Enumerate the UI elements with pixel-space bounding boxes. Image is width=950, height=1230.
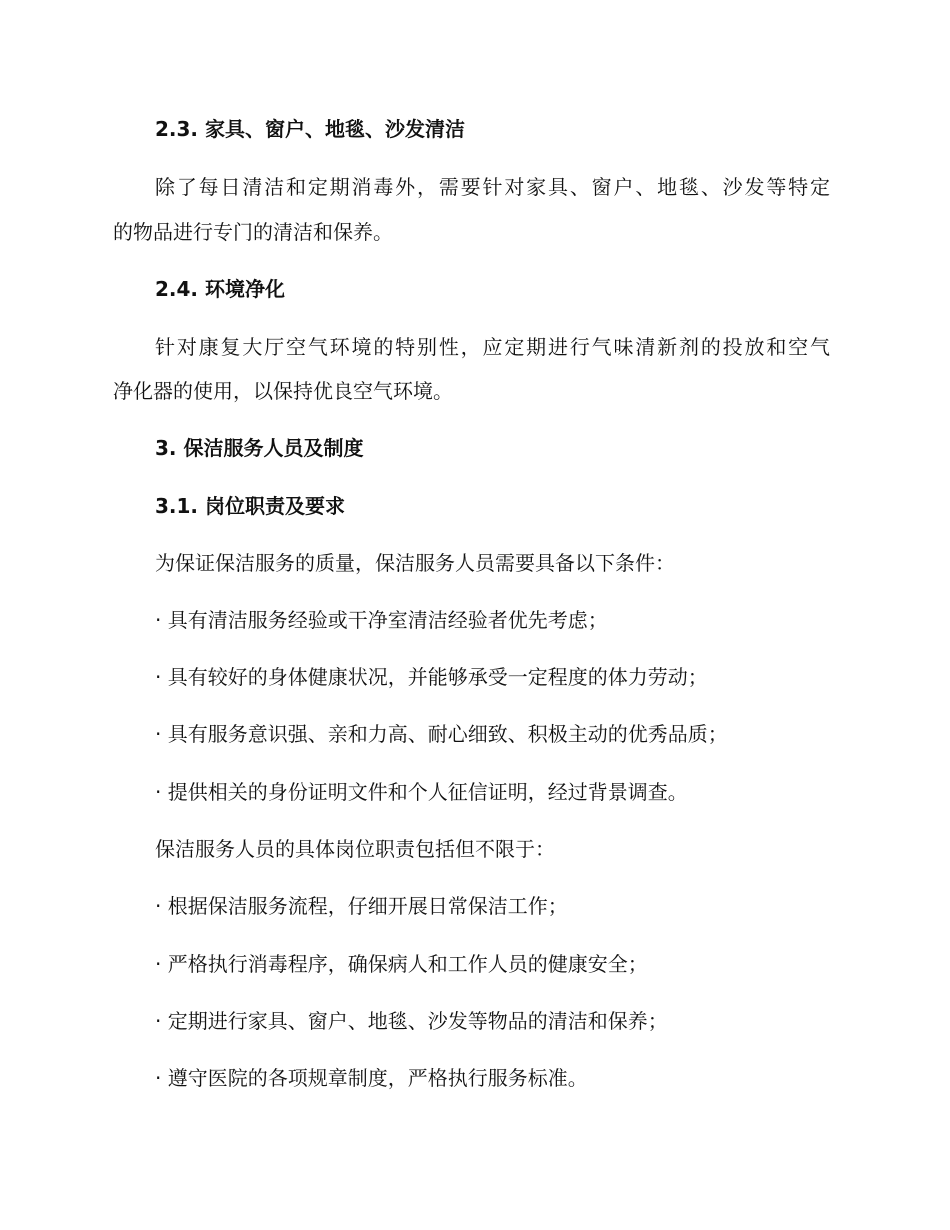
list-item: · 定期进行家具、窗户、地毯、沙发等物品的清洁和保养； [155, 1009, 668, 1033]
list-item: · 提供相关的身份证明文件和个人征信证明，经过背景调查。 [155, 780, 688, 804]
list-item: · 具有清洁服务经验或干净室清洁经验者优先考虑； [155, 608, 608, 632]
paragraph-2-3-line-2: 的物品进行专门的清洁和保养。 [113, 220, 393, 244]
paragraph-2-4-line-1: 针对康复大厅空气环境的特别性，应定期进行气味清新剂的投放和空气 [155, 335, 830, 359]
list-item: · 严格执行消毒程序，确保病人和工作人员的健康安全； [155, 952, 648, 976]
duties-intro: 保洁服务人员的具体岗位职责包括但不限于： [155, 837, 555, 861]
heading-3: 3. 保洁服务人员及制度 [155, 436, 364, 460]
list-item: · 遵守医院的各项规章制度，严格执行服务标准。 [155, 1066, 588, 1090]
heading-3-1: 3.1. 岗位职责及要求 [155, 494, 345, 518]
paragraph-2-3-line-1: 除了每日清洁和定期消毒外，需要针对家具、窗户、地毯、沙发等特定 [155, 175, 830, 199]
requirements-intro: 为保证保洁服务的质量，保洁服务人员需要具备以下条件： [155, 551, 675, 575]
heading-2-3: 2.3. 家具、窗户、地毯、沙发清洁 [155, 117, 465, 141]
list-item: · 具有较好的身体健康状况，并能够承受一定程度的体力劳动； [155, 665, 708, 689]
heading-2-4: 2.4. 环境净化 [155, 277, 285, 301]
paragraph-2-4-line-2: 净化器的使用，以保持优良空气环境。 [113, 379, 453, 403]
list-item: · 具有服务意识强、亲和力高、耐心细致、积极主动的优秀品质； [155, 722, 728, 746]
list-item: · 根据保洁服务流程，仔细开展日常保洁工作； [155, 894, 568, 918]
